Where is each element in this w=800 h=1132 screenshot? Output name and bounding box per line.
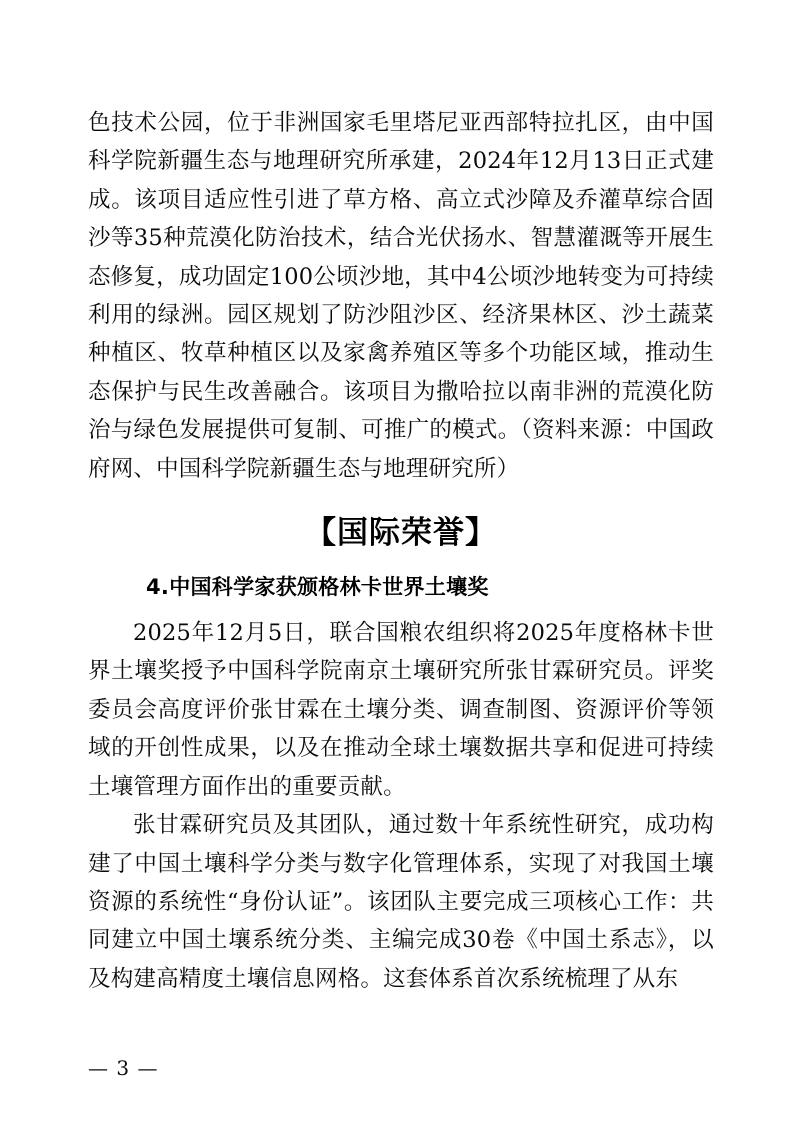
section-heading: 【国际荣誉】 [305, 515, 497, 552]
continued-paragraph: 色技术公园，位于非洲国家毛里塔尼亚西部特拉扎区，由中国科学院新疆生态与地理研究所承建，2024年12月13日正式建成。该项目适应性引进了草方格、高立式沙障及乔灌草综合固沙等35种荒漠化防治技术，结合光伏扬水、智慧灌溉等开展生态修复，成功固定100公顷沙地，其中4公顷沙地转变为可持续利用的绿洲。园区规划了防沙阻沙区、经济果林区、沙土蔬菜种植区、牧草种植区以及家禽养殖区等多个功能区域，推动生态保护与民生改善融合。该项目为撒哈拉以南非洲的荒漠化防治与绿色发展提供可复制、可推广的模式。（资料来源：中国政府网、中国科学院新疆生态与地理研究所） [88, 110, 714, 482]
article-title: 4.中国科学家获颁格林卡世界土壤奖 [146, 575, 489, 600]
page-number-footer: — 3 — [88, 1056, 159, 1080]
article-paragraph-1: 2025年12月5日，联合国粮农组织将2025年度格林卡世界土壤奖授予中国科学院南京土壤研究所张甘霖研究员。评奖委员会高度评价张甘霖在土壤分类、调查制图、资源评价等领域的开创性成果，以及在推动全球土壤数据共享和促进可持续土壤管理方面作出的重要贡献。 [88, 620, 714, 800]
page-content-column [88, 104, 714, 998]
article-paragraph-2: 张甘霖研究员及其团队，通过数十年系统性研究，成功构建了中国土壤科学分类与数字化管理体系，实现了对我国土壤资源的系统性“身份认证”。该团队主要完成三项核心工作：共同建立中国土壤系统分类、主编完成30卷《中国土系志》，以及构建高精度土壤信息网格。这套体系首次系统梳理了从东 [88, 812, 714, 992]
